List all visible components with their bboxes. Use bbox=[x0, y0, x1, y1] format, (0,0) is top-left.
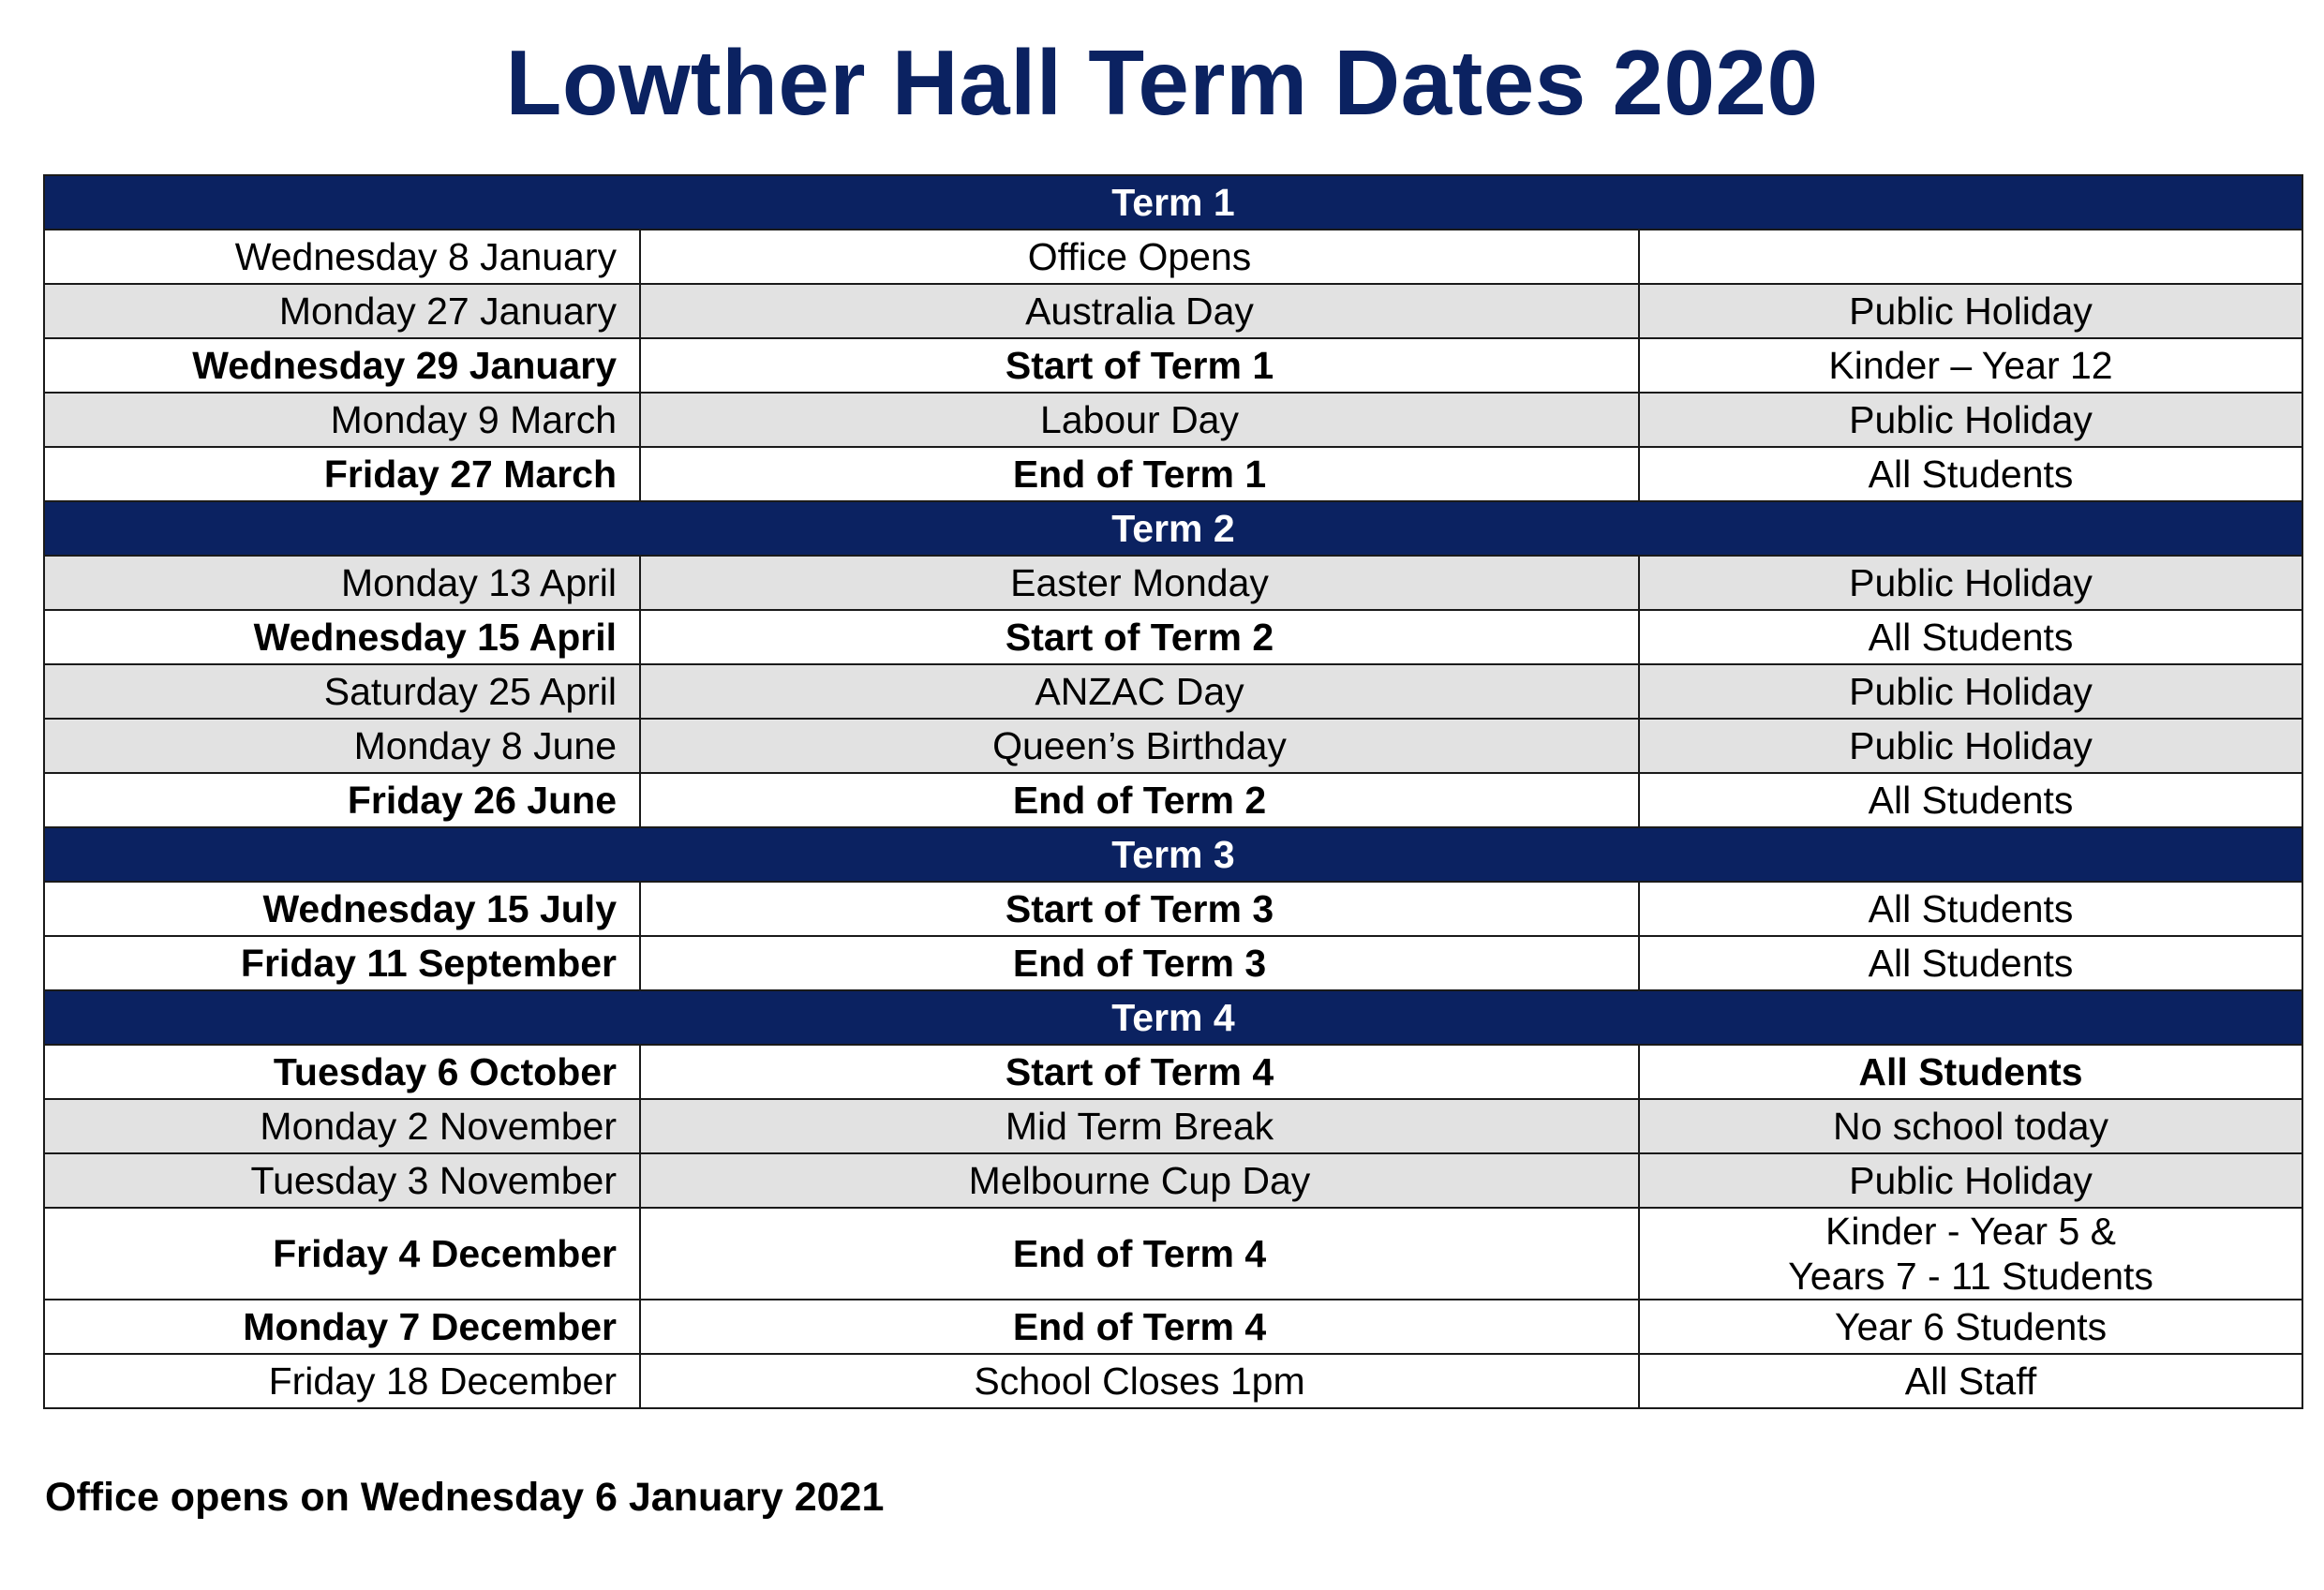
table-row bbox=[44, 284, 2302, 338]
event-cell: End of Term 4 bbox=[640, 1208, 1639, 1300]
note-cell: Public Holiday bbox=[1639, 556, 2302, 610]
date-cell: Friday 11 September bbox=[44, 936, 640, 990]
event-cell: End of Term 4 bbox=[640, 1300, 1639, 1354]
note-cell: All Students bbox=[1639, 936, 2302, 990]
table-row bbox=[44, 447, 2302, 501]
date-cell: Wednesday 8 January bbox=[44, 230, 640, 284]
event-cell: School Closes 1pm bbox=[640, 1354, 1639, 1408]
event-cell: Easter Monday bbox=[640, 556, 1639, 610]
term-header-label: Term 1 bbox=[44, 175, 2302, 230]
table-row bbox=[44, 393, 2302, 447]
term-header-label: Term 2 bbox=[44, 501, 2302, 556]
term-header bbox=[44, 827, 2302, 882]
note-cell: No school today bbox=[1639, 1099, 2302, 1153]
note-line: Years 7 - 11 Students bbox=[1788, 1255, 2153, 1298]
date-cell: Wednesday 15 April bbox=[44, 610, 640, 664]
event-cell: Start of Term 2 bbox=[640, 610, 1639, 664]
date-cell: Wednesday 15 July bbox=[44, 882, 640, 936]
table-row bbox=[44, 719, 2302, 773]
note-cell: Year 6 Students bbox=[1639, 1300, 2302, 1354]
date-cell: Monday 27 January bbox=[44, 284, 640, 338]
table-row bbox=[44, 1045, 2302, 1099]
note-cell: Kinder – Year 12 bbox=[1639, 338, 2302, 393]
event-cell: Start of Term 1 bbox=[640, 338, 1639, 393]
date-cell: Friday 18 December bbox=[44, 1354, 640, 1408]
term-header bbox=[44, 175, 2302, 230]
term-header-label: Term 4 bbox=[44, 990, 2302, 1045]
date-cell: Saturday 25 April bbox=[44, 664, 640, 719]
event-cell: Melbourne Cup Day bbox=[640, 1153, 1639, 1208]
note-cell: All Students bbox=[1639, 610, 2302, 664]
note-cell: All Staff bbox=[1639, 1354, 2302, 1408]
date-cell: Monday 13 April bbox=[44, 556, 640, 610]
date-cell: Monday 2 November bbox=[44, 1099, 640, 1153]
date-cell: Monday 7 December bbox=[44, 1300, 640, 1354]
table-row bbox=[44, 1099, 2302, 1153]
table-row bbox=[44, 1208, 2302, 1300]
note-cell bbox=[1639, 1208, 2302, 1300]
table-row bbox=[44, 1354, 2302, 1408]
event-cell: Australia Day bbox=[640, 284, 1639, 338]
event-cell: Office Opens bbox=[640, 230, 1639, 284]
note-cell: Public Holiday bbox=[1639, 1153, 2302, 1208]
note-cell: Public Holiday bbox=[1639, 664, 2302, 719]
event-cell: End of Term 3 bbox=[640, 936, 1639, 990]
note-cell: All Students bbox=[1639, 773, 2302, 827]
date-cell: Monday 8 June bbox=[44, 719, 640, 773]
term-header bbox=[44, 501, 2302, 556]
note-cell: All Students bbox=[1639, 882, 2302, 936]
table-row bbox=[44, 773, 2302, 827]
note-cell: Public Holiday bbox=[1639, 284, 2302, 338]
note-line: Kinder - Year 5 & bbox=[1825, 1210, 2116, 1253]
page-title: Lowther Hall Term Dates 2020 bbox=[505, 31, 1819, 134]
table-row bbox=[44, 664, 2302, 719]
note-cell: Public Holiday bbox=[1639, 719, 2302, 773]
date-cell: Friday 27 March bbox=[44, 447, 640, 501]
table-row bbox=[44, 1153, 2302, 1208]
footer-note: Office opens on Wednesday 6 January 2021 bbox=[45, 1475, 885, 1520]
term-header bbox=[44, 990, 2302, 1045]
note-cell: All Students bbox=[1639, 447, 2302, 501]
event-cell: Labour Day bbox=[640, 393, 1639, 447]
event-cell: End of Term 2 bbox=[640, 773, 1639, 827]
table-row bbox=[44, 882, 2302, 936]
term-dates-table bbox=[43, 174, 2303, 1409]
term-header-label: Term 3 bbox=[44, 827, 2302, 882]
date-cell: Friday 4 December bbox=[44, 1208, 640, 1300]
event-cell: Mid Term Break bbox=[640, 1099, 1639, 1153]
event-cell: Start of Term 3 bbox=[640, 882, 1639, 936]
note-cell bbox=[1639, 230, 2302, 284]
event-cell: End of Term 1 bbox=[640, 447, 1639, 501]
date-cell: Tuesday 6 October bbox=[44, 1045, 640, 1099]
date-cell: Wednesday 29 January bbox=[44, 338, 640, 393]
date-cell: Friday 26 June bbox=[44, 773, 640, 827]
table-row bbox=[44, 556, 2302, 610]
note-cell: All Students bbox=[1639, 1045, 2302, 1099]
event-cell: Start of Term 4 bbox=[640, 1045, 1639, 1099]
note-cell: Public Holiday bbox=[1639, 393, 2302, 447]
event-cell: ANZAC Day bbox=[640, 664, 1639, 719]
table-row bbox=[44, 610, 2302, 664]
table-row bbox=[44, 936, 2302, 990]
table-row bbox=[44, 230, 2302, 284]
date-cell: Tuesday 3 November bbox=[44, 1153, 640, 1208]
date-cell: Monday 9 March bbox=[44, 393, 640, 447]
table-row bbox=[44, 338, 2302, 393]
table-row bbox=[44, 1300, 2302, 1354]
event-cell: Queen’s Birthday bbox=[640, 719, 1639, 773]
